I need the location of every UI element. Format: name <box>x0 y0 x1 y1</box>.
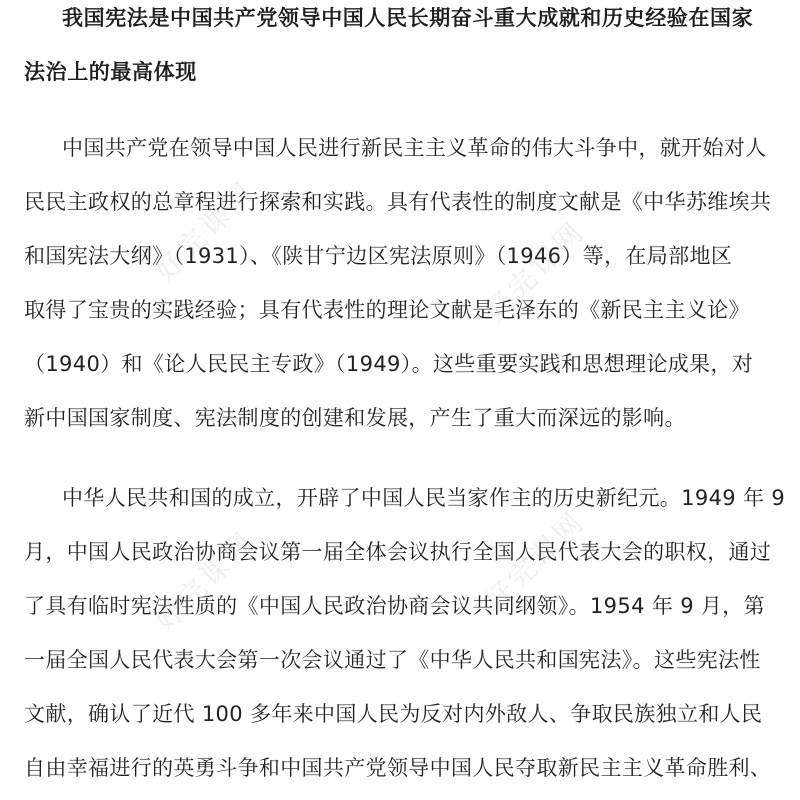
paragraph-line: 取得了宝贵的实践经验；具有代表性的理论文献是毛泽东的《新民主主义论》 <box>24 298 750 322</box>
watermark: 好完课网 <box>478 214 592 328</box>
heading-line-2: 法治上的最高体现 <box>24 60 197 84</box>
paragraph-line: 中国共产党在领导中国人民进行新民主主义革命的伟大斗争中，就开始对人 <box>62 136 767 160</box>
paragraph-line: 民民主政权的总章程进行探索和实践。具有代表性的制度文献是《中华苏维埃共 <box>24 190 772 214</box>
heading-line-1: 我国宪法是中国共产党领导中国人民长期奋斗重大成就和历史经验在国家 <box>62 6 754 30</box>
paragraph-line: 和国宪法大纲》（1931）、《陕甘宁边区宪法原则》（1946）等，在局部地区 <box>24 244 733 268</box>
paragraph-line: 文献，确认了近代 100 多年来中国人民为反对内外敌人、争取民族独立和人民 <box>24 702 763 726</box>
paragraph-line: 新中国国家制度、宪法制度的创建和发展，产生了重大而深远的影响。 <box>24 406 686 430</box>
paragraph-line: 了具有临时宪法性质的《中国人民政治协商会议共同纲领》。1954 年 9 月，第 <box>24 594 765 618</box>
watermark: 好完课网 <box>148 524 262 638</box>
watermark: 好完课网 <box>478 504 592 618</box>
paragraph-line: 月，中国人民政治协商会议第一届全体会议执行全国人民代表大会的职权，通过 <box>24 540 772 564</box>
paragraph-line: 一届全国人民代表大会第一次会议通过了《中华人民共和国宪法》。这些宪法性 <box>24 648 761 672</box>
paragraph-line: 自由幸福进行的英勇斗争和中国共产党领导中国人民夺取新民主主义革命胜利、 <box>24 756 772 780</box>
paragraph-line: 中华人民共和国的成立，开辟了中国人民当家作主的历史新纪元。1949 年 9 <box>62 486 786 510</box>
paragraph-line: （1940）和《论人民民主专政》（1949）。这些重要实践和思想理论成果，对 <box>24 352 754 376</box>
watermark: 好完课网 <box>148 174 262 288</box>
